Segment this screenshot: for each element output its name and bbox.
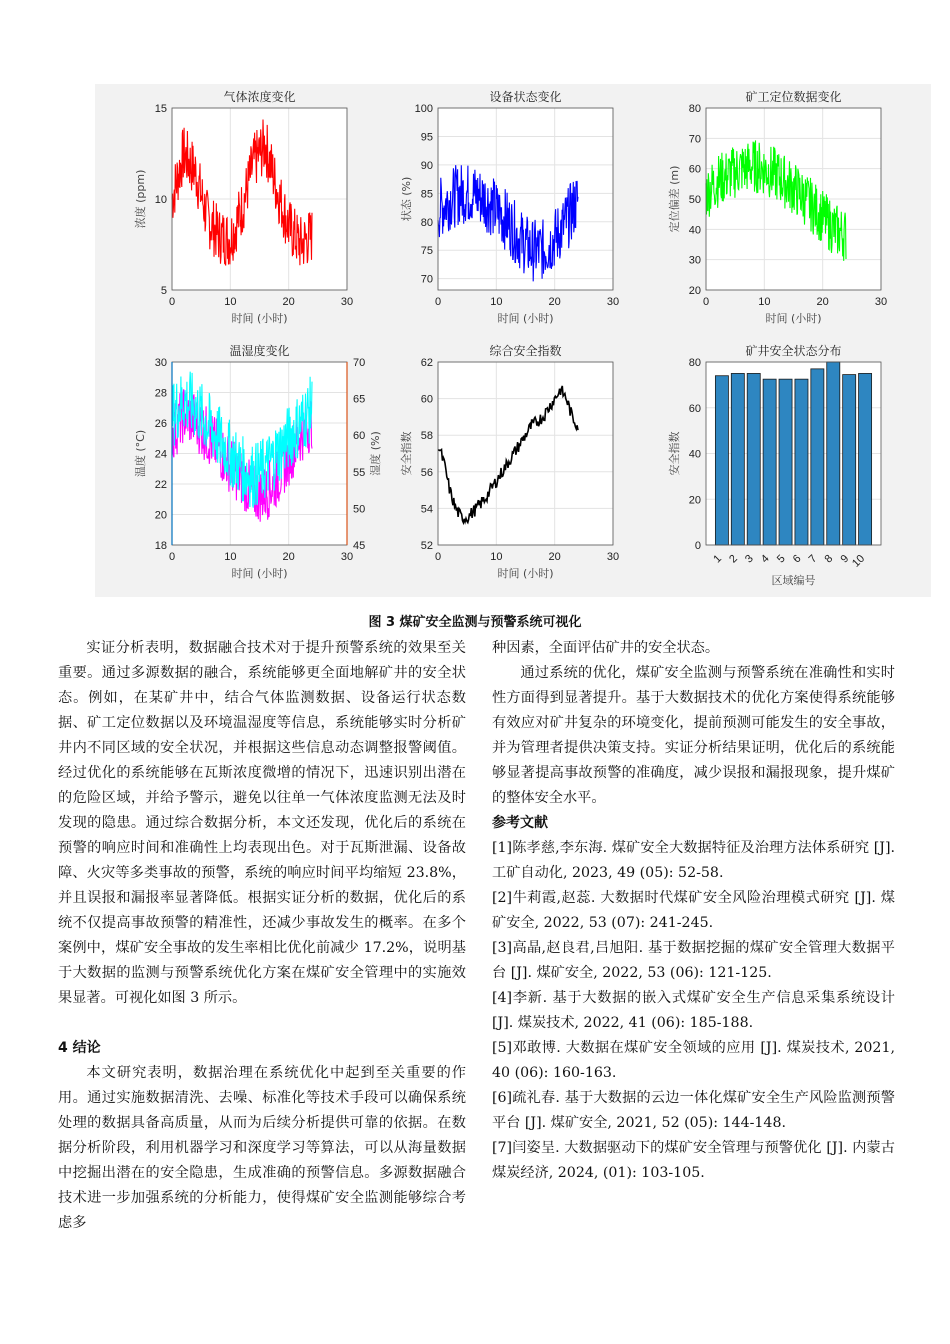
reference-item: [4]李新. 基于大数据的嵌入式煤矿安全生产信息采集系统设计 [J]. 煤炭技术, 2022, 41 (06): 185-188. <box>492 990 895 1031</box>
y-right-tick-label: 50 <box>353 503 366 516</box>
y-tick-label: 62 <box>420 357 433 369</box>
y-right-tick-label: 60 <box>353 430 366 443</box>
y-tick-label: 70 <box>688 133 701 146</box>
x-tick-label: 30 <box>340 551 354 563</box>
x-tick-label: 2 <box>727 552 740 566</box>
y-tick-label: 50 <box>688 194 701 206</box>
x-tick-label: 10 <box>490 551 503 563</box>
x-tick-label: 20 <box>548 551 561 563</box>
chart-panel-3 <box>667 89 887 325</box>
y-tick-label: 18 <box>154 540 167 552</box>
x-axis-label: 时间 (小时) <box>231 567 288 580</box>
plot-area <box>438 362 613 545</box>
y-tick-label: 30 <box>154 357 167 369</box>
y-tick-label: 60 <box>420 393 433 406</box>
bar <box>827 362 840 545</box>
y-right-tick-label: 70 <box>353 357 366 369</box>
y-right-axis-label: 湿度 (%) <box>369 431 382 476</box>
x-tick-label: 20 <box>282 551 295 563</box>
paragraph-optimization: 通过系统的优化，煤矿安全监测与预警系统在准确性和实时性方面得到显著提升。基于大数据技术的优化方案使得系统能够有效应对矿井复杂的环境变化，提前预测可能发生的安全事故，并为管理者提供决策支持。实证分析结果证明，优化后的系统能够显著提高事故预警的准确度，减少误报和漏报现象，提升煤矿的整体安全水平。 <box>492 665 895 806</box>
y-tick-label: 40 <box>688 448 701 461</box>
x-axis-label: 时间 (小时) <box>497 567 554 580</box>
y-tick-label: 20 <box>688 285 701 297</box>
y-tick-label: 5 <box>160 285 167 297</box>
paragraph-conclusion: 本文研究表明，数据治理在系统优化中起到至关重要的作用。通过实施数据清洗、去噪、标准化等技术手段可以确保系统处理的数据具备高质量，从而为后续分析提供可靠的依据。在数据分析阶段，利用机器学习和深度学习等算法，可以从海量数据中挖掘出潜在的安全隐患，生成准确的预警信息。多源数据融合技术进一步加强系统的分析能力，使得煤矿安全监测能够综合考虑多 <box>58 1065 466 1231</box>
reference-item: [7]闫姿呈. 大数据驱动下的煤矿安全管理与预警优化 [J]. 内蒙古煤炭经济, 2024, (01): 103-105. <box>492 1140 895 1181</box>
y-tick-label: 15 <box>154 103 167 115</box>
y-tick-label: 95 <box>420 131 433 144</box>
x-axis-label: 时间 (小时) <box>497 312 554 325</box>
bar <box>779 379 792 545</box>
x-tick-label: 10 <box>490 296 503 308</box>
x-tick-label: 10 <box>224 551 237 563</box>
chart-title: 矿井安全状态分布 <box>745 344 842 358</box>
reference-item: [6]疏礼春. 基于大数据的云边一体化煤矿安全生产风险监测预警平台 [J]. 煤矿安全, 2021, 52 (05): 144-148. <box>492 1090 895 1131</box>
y-tick-label: 90 <box>420 159 433 172</box>
y-tick-label: 24 <box>154 448 167 461</box>
x-axis-label: 时间 (小时) <box>765 312 822 325</box>
x-tick-label: 4 <box>758 552 772 566</box>
y-tick-label: 60 <box>688 402 701 415</box>
y-tick-label: 80 <box>688 357 701 369</box>
x-tick-label: 0 <box>434 296 442 308</box>
bar <box>715 376 728 545</box>
y-tick-label: 75 <box>420 245 433 258</box>
reference-item: [5]邓敢博. 大数据在煤矿安全领域的应用 [J]. 煤炭技术, 2021, 40 (06): 160-163. <box>492 1040 895 1081</box>
y-tick-label: 100 <box>414 103 433 115</box>
y-axis-label: 浓度 (ppm) <box>134 169 147 229</box>
x-tick-label: 3 <box>743 552 756 566</box>
x-tick-label: 0 <box>168 296 176 308</box>
x-tick-label: 30 <box>606 551 620 563</box>
y-right-tick-label: 65 <box>353 393 366 406</box>
y-tick-label: 85 <box>420 188 433 201</box>
y-tick-label: 56 <box>420 466 433 479</box>
x-tick-label: 20 <box>282 296 295 308</box>
y-tick-label: 40 <box>688 224 701 237</box>
y-axis-label: 状态 (%) <box>400 176 413 222</box>
right-column <box>492 636 895 1186</box>
y-tick-label: 20 <box>154 509 167 522</box>
y-right-tick-label: 55 <box>353 466 366 479</box>
bar <box>843 375 856 545</box>
paragraph-empirical: 实证分析表明，数据融合技术对于提升预警系统的效果至关重要。通过多源数据的融合，系统能够更全面地解矿井的安全状态。例如，在某矿井中，结合气体监测数据、设备运行状态数据、矿工定位数据以及环境温湿度等信息，系统能够实时分析矿井内不同区域的安全状况，并根据这些信息动态调整报警阈值。经过优化的系统能够在瓦斯浓度微增的情况下，迅速识别出潜在的危险区域，并给予警示，避免以往单一气体浓度监测无法及时发现的隐患。通过综合数据分析，本文还发现，优化后的系统在预警的响应时间和准确性上均表现出色。对于瓦斯泄漏、设备故障、火灾等多类事故的预警，系统的响应时间平均缩短 23.8%，并且误报和漏报率显著降低。根据实证分析的数据，优化后的系统不仅提高事故预警的精准性，还减少事故发生的概率。在多个案例中，煤矿安全事故的发生率相比优化前减少 17.2%，说明基于大数据的监测与预警系统优化方案在煤矿安全管理中的实施效果显著。可视化如图 3 所示。 <box>58 640 466 1006</box>
x-tick-label: 0 <box>434 551 442 563</box>
chart-title: 气体浓度变化 <box>223 90 296 104</box>
x-tick-label: 0 <box>168 551 176 563</box>
figure-caption: 图 3 煤矿安全监测与预警系统可视化 <box>368 615 582 630</box>
y-tick-label: 70 <box>420 273 433 286</box>
y-tick-label: 54 <box>420 503 433 516</box>
x-tick-label: 0 <box>702 296 710 308</box>
x-tick-label: 6 <box>790 552 804 566</box>
y-tick-label: 26 <box>154 418 167 430</box>
y-tick-label: 22 <box>154 479 167 491</box>
y-axis-label: 定位偏差 (m) <box>668 165 681 233</box>
chart-panel-1 <box>133 89 353 325</box>
chart-panel-5 <box>399 343 619 580</box>
chart-title: 矿工定位数据变化 <box>745 90 842 104</box>
chart-title: 设备状态变化 <box>489 90 562 104</box>
x-tick-label: 8 <box>822 552 836 566</box>
y-axis-label: 安全指数 <box>668 431 681 476</box>
x-tick-label: 5 <box>774 552 788 566</box>
x-tick-label: 1 <box>711 552 725 566</box>
y-tick-label: 52 <box>420 540 433 552</box>
x-tick-label: 20 <box>548 296 561 308</box>
bar <box>731 373 744 545</box>
y-right-tick-label: 45 <box>353 540 366 552</box>
x-tick-label: 9 <box>838 552 852 566</box>
x-axis-label: 时间 (小时) <box>231 312 288 325</box>
figure-3 <box>95 84 931 597</box>
y-tick-label: 10 <box>154 194 167 206</box>
bar <box>795 379 808 545</box>
bar <box>747 373 760 545</box>
left-column <box>58 636 466 1236</box>
x-tick-label: 30 <box>874 296 888 308</box>
paragraph-conclusion-cont: 种因素，全面评估矿井的安全状态。 <box>492 640 720 656</box>
chart-panel-6 <box>667 343 881 587</box>
chart-panel-2 <box>399 89 619 325</box>
x-tick-label: 10 <box>224 296 237 308</box>
y-tick-label: 0 <box>694 540 701 552</box>
chart-title: 综合安全指数 <box>489 344 562 358</box>
x-tick-label: 7 <box>806 552 820 566</box>
chart-title: 温湿度变化 <box>229 344 290 358</box>
y-tick-label: 30 <box>688 254 701 267</box>
plot-area <box>438 108 613 290</box>
y-axis-label: 温度 (°C) <box>134 429 147 478</box>
bar <box>811 369 824 545</box>
x-tick-label: 10 <box>758 296 771 308</box>
y-tick-label: 60 <box>688 163 701 176</box>
x-tick-label: 30 <box>606 296 620 308</box>
y-tick-label: 28 <box>154 387 167 400</box>
reference-item: [3]高晶,赵良君,吕旭阳. 基于数据挖掘的煤矿安全管理大数据平台 [J]. 煤矿安全, 2022, 53 (06): 121-125. <box>492 940 895 981</box>
y-axis-label: 安全指数 <box>400 431 413 476</box>
x-tick-label: 10 <box>850 552 868 570</box>
figure-3-charts <box>95 84 931 597</box>
y-tick-label: 20 <box>688 494 701 507</box>
reference-item: [2]牛莉霞,赵蕊. 大数据时代煤矿安全风险治理模式研究 [J]. 煤矿安全, 2022, 53 (07): 241-245. <box>492 890 895 931</box>
bar <box>859 373 872 545</box>
x-tick-label: 30 <box>340 296 354 308</box>
references-heading: 参考文献 <box>492 815 548 831</box>
section-heading-conclusion: 4 结论 <box>58 1040 101 1056</box>
y-tick-label: 80 <box>420 216 433 229</box>
y-tick-label: 80 <box>688 103 701 115</box>
y-tick-label: 58 <box>420 430 433 443</box>
bar <box>763 379 776 545</box>
reference-item: [1]陈孝慈,李东海. 煤矿安全大数据特征及治理方法体系研究 [J]. 工矿自动化, 2023, 49 (05): 52-58. <box>492 840 895 881</box>
chart-panel-4 <box>133 343 382 580</box>
x-tick-label: 20 <box>816 296 829 308</box>
x-axis-label: 区域编号 <box>771 574 816 587</box>
